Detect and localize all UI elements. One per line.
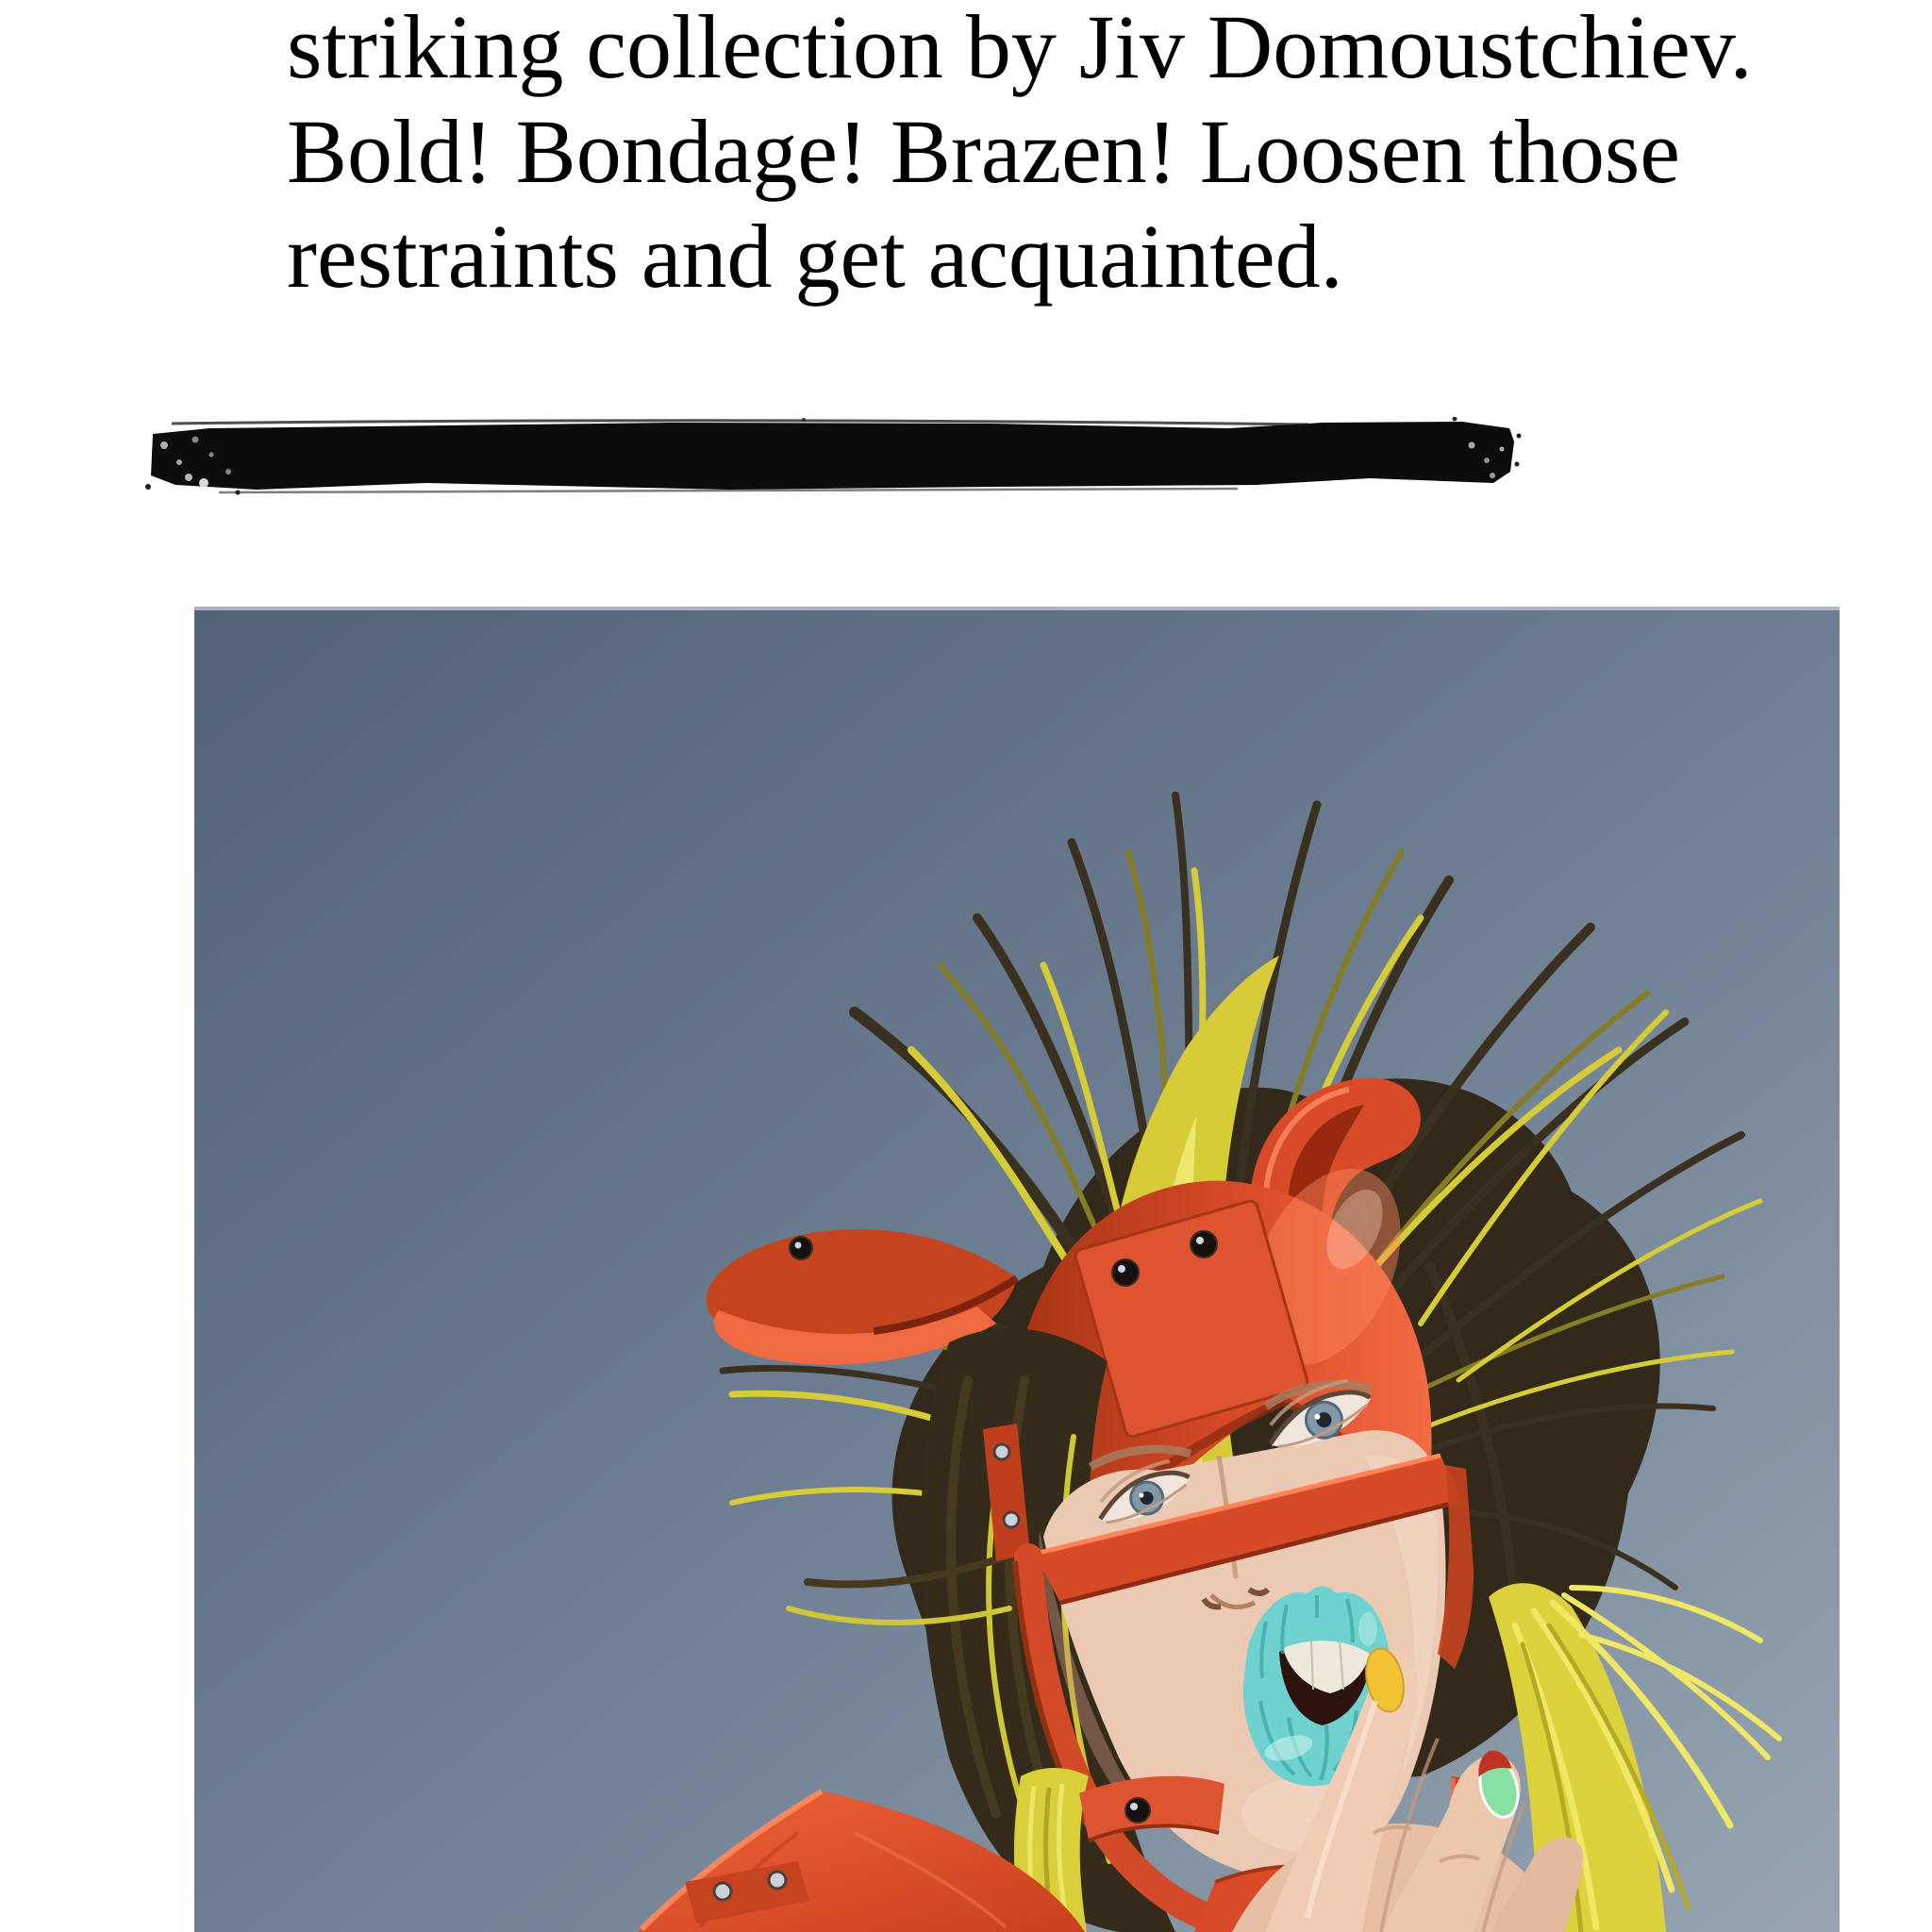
paragraph-line-1: striking collection by Jiv Domoustchiev. <box>287 0 1753 97</box>
article-paragraph <box>287 0 1753 308</box>
fashion-photo <box>194 607 1840 1932</box>
paragraph-line-2: Bold! Bondage! Brazen! Loosen those <box>287 101 1680 202</box>
redaction-bar <box>143 417 1523 496</box>
redaction-bar-shape <box>145 417 1522 495</box>
paragraph-line-3: restraints and get acquainted. <box>287 206 1343 307</box>
